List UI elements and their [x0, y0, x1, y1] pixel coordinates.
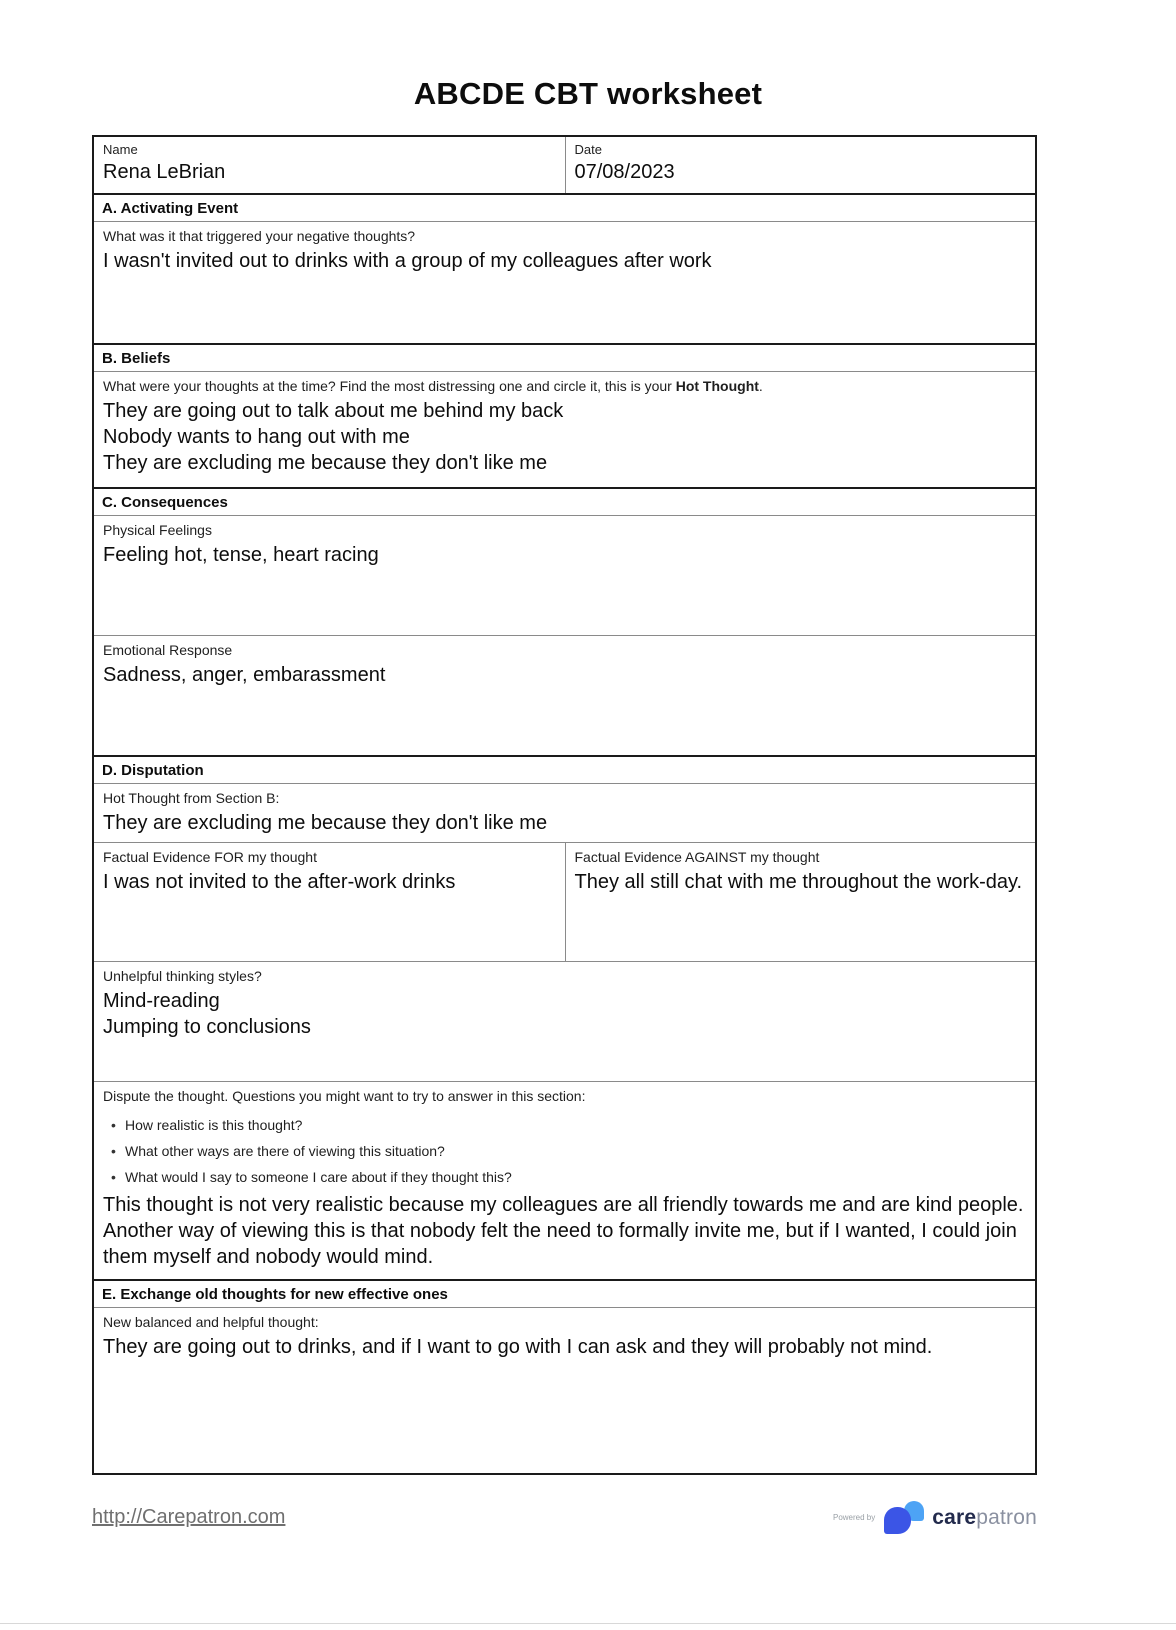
page-boundary-line [0, 1623, 1176, 1624]
section-b-prompt: What were your thoughts at the time? Find the most distressing one and circle it, this is your Hot Thought. [103, 378, 763, 394]
name-date-row [94, 137, 1035, 193]
powered-by-block [833, 1501, 1037, 1534]
carepatron-link[interactable]: http://Carepatron.com [92, 1506, 286, 1528]
section-e-prompt: New balanced and helpful thought: [103, 1314, 319, 1330]
bullet-icon: • [111, 1143, 116, 1159]
thinking-styles-answer-1: Mind-reading [103, 990, 220, 1012]
emotional-response-answer: Sadness, anger, embarassment [103, 664, 386, 686]
evidence-for-answer: I was not invited to the after-work drinks [103, 871, 456, 893]
date-value: 07/08/2023 [574, 161, 675, 183]
dispute-question-1: • How realistic is this thought? [111, 1112, 1026, 1138]
page-footer [92, 1501, 1037, 1534]
evidence-for-label: Factual Evidence FOR my thought [103, 849, 317, 865]
section-b-answer-1: They are going out to talk about me behind my back [103, 400, 564, 422]
physical-feelings-label: Physical Feelings [103, 522, 212, 538]
hot-thought-answer: They are excluding me because they don't like me [103, 812, 548, 834]
evidence-against-answer: They all still chat with me throughout the work-day. [574, 871, 1023, 893]
emotional-response-label: Emotional Response [103, 642, 233, 658]
section-b-answer-3: They are excluding me because they don't like me [103, 452, 548, 474]
section-a-content[interactable] [94, 221, 1035, 343]
name-label: Name [103, 142, 138, 157]
section-c-header: C. Consequences [94, 487, 1035, 515]
section-a-prompt: What was it that triggered your negative thoughts? [103, 228, 416, 244]
section-e-header: E. Exchange old thoughts for new effective ones [94, 1279, 1035, 1307]
evidence-against-cell[interactable] [565, 843, 1036, 961]
date-label: Date [574, 142, 602, 157]
carepatron-logo [884, 1501, 1037, 1534]
page-title: ABCDE CBT worksheet [413, 76, 763, 111]
evidence-row [94, 842, 1035, 961]
thinking-styles-answer-2: Jumping to conclusions [103, 1016, 311, 1038]
physical-feelings-answer: Feeling hot, tense, heart racing [103, 544, 379, 566]
emotional-response-cell[interactable] [94, 635, 1035, 755]
section-e-content[interactable] [94, 1307, 1035, 1473]
evidence-against-label: Factual Evidence AGAINST my thought [574, 849, 820, 865]
bullet-icon: • [111, 1117, 116, 1133]
section-b-answer-2: Nobody wants to hang out with me [103, 426, 410, 448]
section-a-header: A. Activating Event [94, 193, 1035, 221]
speech-bubble-dark-icon [884, 1507, 911, 1534]
dispute-question-list [111, 1112, 1026, 1190]
carepatron-logo-icon [884, 1501, 926, 1534]
thinking-styles-cell[interactable] [94, 961, 1035, 1081]
name-field[interactable] [94, 137, 565, 193]
section-d-header: D. Disputation [94, 755, 1035, 783]
section-a-answer: I wasn't invited out to drinks with a group of my colleagues after work [103, 250, 712, 272]
dispute-question-2: • What other ways are there of viewing this situation? [111, 1138, 1026, 1164]
worksheet-table [92, 135, 1037, 1475]
physical-feelings-cell[interactable] [94, 515, 1035, 635]
section-b-content[interactable] [94, 371, 1035, 487]
bullet-icon: • [111, 1169, 116, 1185]
date-field[interactable] [565, 137, 1036, 193]
hot-thought-cell[interactable] [94, 783, 1035, 842]
evidence-for-cell[interactable] [94, 843, 565, 961]
dispute-label: Dispute the thought. Questions you might want to try to answer in this section: [103, 1088, 586, 1104]
powered-by-label: Powered by [832, 1513, 876, 1522]
name-value: Rena LeBrian [103, 161, 226, 183]
hot-thought-label: Hot Thought from Section B: [103, 790, 280, 806]
section-b-header: B. Beliefs [94, 343, 1035, 371]
dispute-answer: This thought is not very realistic because my colleagues are all friendly towards me and are kind people. Another way of viewing this is that nobody felt the need to formally invite me, but if I wanted, I could join them myself and nobody would mind. [103, 1194, 1024, 1268]
dispute-question-3: • What would I say to someone I care about if they thought this? [111, 1164, 1026, 1190]
dispute-cell[interactable] [94, 1081, 1035, 1279]
thinking-styles-label: Unhelpful thinking styles? [103, 968, 262, 984]
section-e-answer: They are going out to drinks, and if I want to go with I can ask and they will probably not mind. [103, 1336, 933, 1358]
carepatron-logo-text: carepatron [932, 1505, 1037, 1529]
